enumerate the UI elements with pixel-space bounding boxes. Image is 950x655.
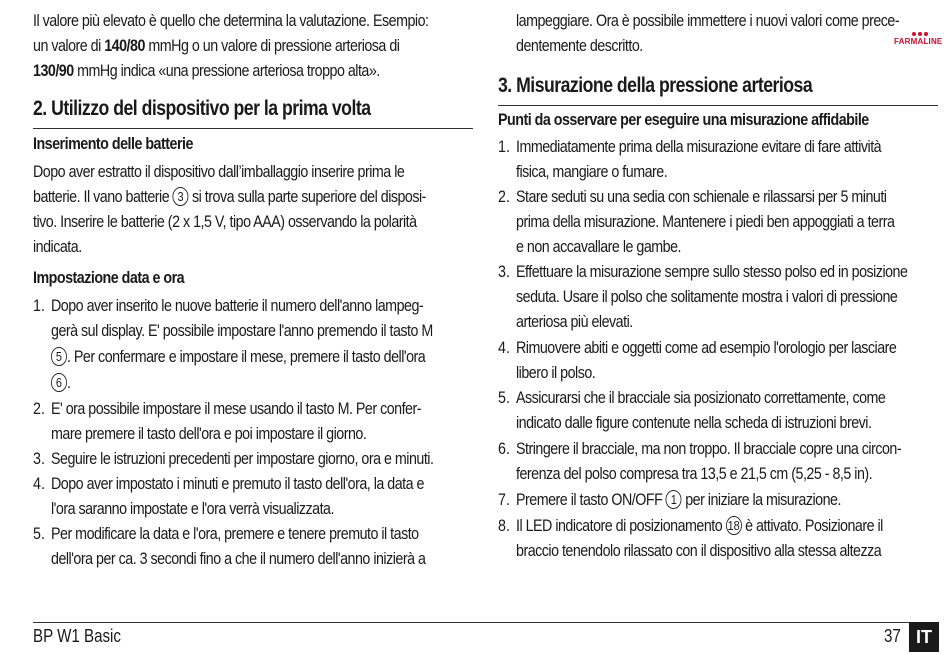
- point-8-line-1: Il LED indicatore di posizionamento 18 è attivato. Posizionare il: [516, 516, 883, 535]
- point-5-line-2: indicato dalle figure contenute nella scheda di istruzioni brevi.: [516, 413, 872, 432]
- section-2-rule: [33, 128, 473, 129]
- section-3-title: 3. Misurazione della pressione arteriosa: [498, 74, 813, 97]
- intro-line-2: un valore di 140/80 mmHg o un valore di pressione arteriosa di: [33, 36, 400, 55]
- section-3-rule: [498, 105, 938, 106]
- ref-circle-3: 3: [173, 187, 189, 206]
- point-4-number: 4.: [498, 338, 510, 357]
- intro-line-3: 130/90 mmHg indica «una pressione arteriosa troppo alta».: [33, 61, 380, 80]
- date-item-4-line-2: l'ora saranno impostate e l'ora verrà visualizzata.: [51, 499, 334, 518]
- date-item-5-line-1: Per modificare la data e l'ora, premere e tenere premuto il tasto: [51, 524, 419, 543]
- batteries-line-1: Dopo aver estratto il dispositivo dall’imballaggio inserire prima le: [33, 162, 405, 181]
- point-6-line-2: ferenza del polso compresa tra 13,5 e 21,5 cm (5,25 - 8,5 in).: [516, 464, 873, 483]
- point-7-line-1: Premere il tasto ON/OFF 1 per iniziare la misurazione.: [516, 490, 841, 509]
- date-item-3-number: 3.: [33, 449, 45, 468]
- farmaline-logo: [894, 23, 950, 51]
- section-2-title: 2. Utilizzo del dispositivo per la prima volta: [33, 97, 371, 120]
- point-4-line-1: Rimuovere abiti e oggetti come ad esempio l'orologio per lasciare: [516, 338, 897, 357]
- date-item-4-number: 4.: [33, 474, 45, 493]
- points-title: Punti da osservare per eseguire una misurazione affidabile: [498, 110, 869, 129]
- point-3-number: 3.: [498, 262, 510, 281]
- page-number: 37: [884, 626, 901, 646]
- footer-product-title: BP W1 Basic: [33, 626, 121, 646]
- date-item-1-line-1: Dopo aver inserito le nuove batterie il numero dell'anno lampeg-: [51, 296, 424, 315]
- ref-circle-1: 1: [666, 490, 682, 509]
- point-3-line-3: arteriosa più elevati.: [516, 312, 633, 331]
- date-item-1-line-3: 5 . Per confermare e impostare il mese, premere il tasto dell'ora: [51, 344, 425, 369]
- footer-rule: [33, 622, 938, 623]
- point-2-line-2: prima della misurazione. Mantenere i piedi ben appoggiati a terra: [516, 212, 895, 231]
- point-7-number: 7.: [498, 490, 510, 509]
- batteries-line-3: tivo. Inserire le batterie (2 x 1,5 V, tipo AAA) osservando la polarità: [33, 212, 417, 231]
- date-item-5-number: 5.: [33, 524, 45, 543]
- point-2-line-3: e non accavallare le gambe.: [516, 237, 682, 256]
- date-item-1-number: 1.: [33, 296, 45, 315]
- point-3-line-2: seduta. Usare il polso che solitamente mostra i valori di pressione: [516, 287, 898, 306]
- language-badge: IT: [909, 622, 939, 652]
- date-item-4-line-1: Dopo aver impostato i minuti e premuto il tasto dell'ora, la data e: [51, 474, 424, 493]
- batteries-line-4: indicata.: [33, 237, 82, 256]
- logo-text: FARMALINE: [894, 37, 943, 46]
- ref-circle-18: 18: [727, 518, 740, 533]
- intro-line-1: Il valore più elevato è quello che determina la valutazione. Esempio:: [33, 11, 429, 30]
- date-item-2-line-2: mare premere il tasto dell'ora e poi impostare il giorno.: [51, 424, 367, 443]
- ref-circle-5: 5: [51, 347, 67, 366]
- date-item-3-line-1: Seguire le istruzioni precedenti per impostare giorno, ora e minuti.: [51, 449, 434, 468]
- point-5-line-1: Assicurarsi che il bracciale sia posizionato correttamente, come: [516, 388, 886, 407]
- point-5-number: 5.: [498, 388, 510, 407]
- date-title: Impostazione data e ora: [33, 268, 185, 287]
- point-4-line-2: libero il polso.: [516, 363, 596, 382]
- batteries-line-2: batterie. Il vano batterie 3 si trova sulla parte superiore del disposi-: [33, 187, 426, 206]
- continued-line-2: dentemente descritto.: [516, 36, 643, 55]
- date-item-1-line-2: gerà sul display. E' possibile impostare l'anno premendo il tasto M: [51, 321, 433, 340]
- date-item-2-number: 2.: [33, 399, 45, 418]
- point-1-line-1: Immediatamente prima della misurazione evitare di fare attività: [516, 137, 882, 156]
- point-6-line-1: Stringere il bracciale, ma non troppo. Il bracciale copre una circon-: [516, 439, 902, 458]
- point-6-number: 6.: [498, 439, 510, 458]
- point-8-line-2: braccio tenendolo rilassato con il dispositivo alla stessa altezza: [516, 541, 882, 560]
- point-1-number: 1.: [498, 137, 510, 156]
- point-1-line-2: fisica, mangiare o fumare.: [516, 162, 668, 181]
- point-3-line-1: Effettuare la misurazione sempre sullo stesso polso ed in posizione: [516, 262, 908, 281]
- date-item-1-line-4: 6 .: [51, 370, 70, 395]
- ref-circle-6: 6: [51, 373, 67, 392]
- date-item-2-line-1: E' ora possibile impostare il mese usando il tasto M. Per confer-: [51, 399, 421, 418]
- date-item-5-line-2: dell'ora per ca. 3 secondi fino a che il numero dell'anno inizierà a: [51, 549, 426, 568]
- point-8-number: 8.: [498, 516, 510, 535]
- continued-line-1: lampeggiare. Ora è possibile immettere i nuovi valori come prece-: [516, 11, 900, 30]
- point-2-line-1: Stare seduti su una sedia con schienale e rilassarsi per 5 minuti: [516, 187, 887, 206]
- point-2-number: 2.: [498, 187, 510, 206]
- batteries-title: Inserimento delle batterie: [33, 134, 193, 153]
